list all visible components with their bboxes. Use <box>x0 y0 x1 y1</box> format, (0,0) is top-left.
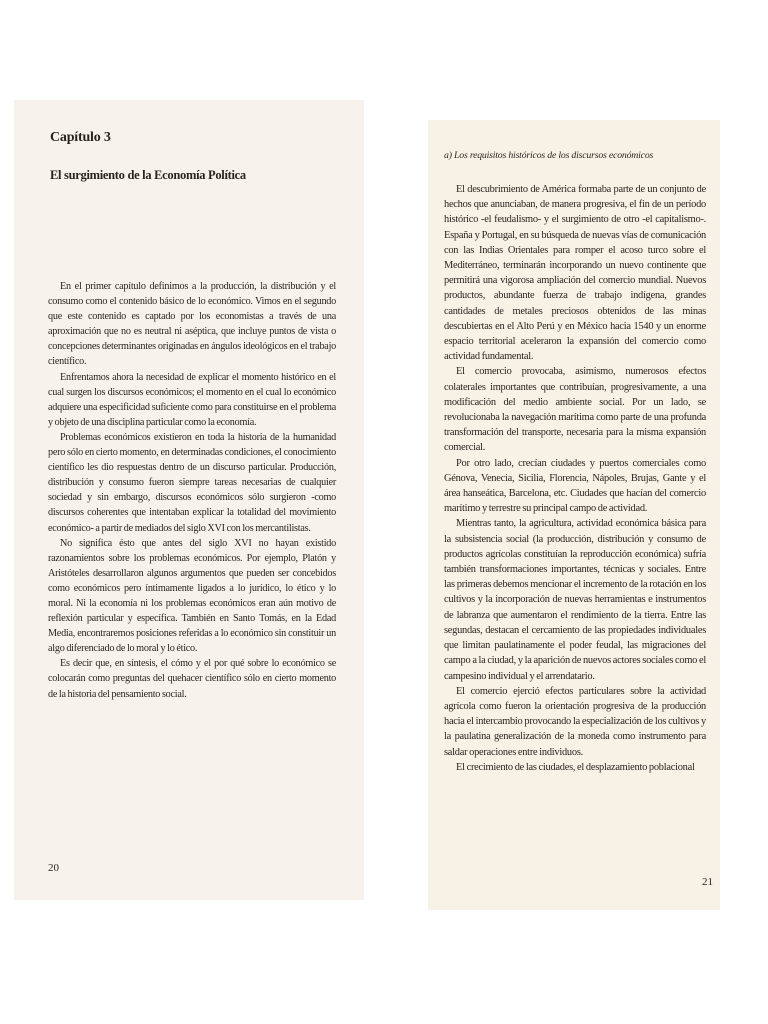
paragraph: No significa ésto que antes del siglo XVI no hayan existido razonamientos sobre los problemas económicos. Por ejemplo, Platón y Aristóteles desarrollaron algunos argumentos que pueden ser concebidos como económicos pero íntimamente ligados a lo jurídico, lo ético y lo moral. Ni la economía ni los problemas económicos eran aún motivo de reflexión particular y específica. También en Santo Tomás, en la Edad Media, encontraremos posiciones referidas a lo económico sin constituir un algo diferenciado de lo moral y lo ético. <box>48 537 336 655</box>
section-title: a) Los requisitos históricos de los discursos económicos <box>444 150 654 161</box>
paragraph: El comercio provocaba, asimismo, numerosos efectos colaterales importantes que contribuían, progresivamente, a una modificación del medio ambiente social. Por un lado, se revolucionaba la navegación marítima como parte de una profunda transformación del transporte, necesaria para la misma expansión comercial. <box>444 366 706 454</box>
paragraph: El crecimiento de las ciudades, el desplazamiento poblacional <box>456 761 695 773</box>
right-body-text <box>444 182 706 775</box>
page-number: 20 <box>48 862 59 874</box>
paragraph: Problemas económicos existieron en toda la historia de la humanidad pero sólo en cierto momento, en determinadas condiciones, el conocimiento científico les dio respuestas dentro de un discurso particular. Producción, distribución y consumo fueron siempre tareas necesarias de cualquier sociedad y sin embargo, discursos económicos sólo surgieron -como discursos coherentes que intentaban explicar la totalidad del movimiento económico- a partir de mediados del siglo XVI con los mercantilistas. <box>48 431 336 534</box>
paragraph: Por otro lado, crecían ciudades y puertos comerciales como Génova, Venecia, Sicilia, Florencia, Nápoles, Brujas, Gante y el área hanseática, Barcelona, etc. Ciudades que hacían del comercio marítimo y terrestre su principal campo de actividad. <box>444 457 706 515</box>
paragraph: Enfrentamos ahora la necesidad de explicar el momento histórico en el cual surgen los discursos económicos; el momento en el cual lo económico adquiere una especificidad suficiente como para constituirse en el problema y objeto de una disciplina particular como la economía. <box>48 371 336 428</box>
paragraph: Mientras tanto, la agricultura, actividad económica básica para la subsistencia social (la producción, distribución y consumo de productos agrícolas constituían la reproducción económica) sufría también transformaciones importantes, técnicas y sociales. Entre las primeras debemos mencionar el incremento de la rotación en los cultivos y la incorporación de nuevas herramientas e instrumentos de labranza que aumentaron el rendimiento de la tierra. Entre las segundas, destacan el cercamiento de las propiedades individuales que limitan paulatinamente el poder feudal, las migraciones del campo a la ciudad, y la aparición de nuevos actores sociales como el campesino individual y el arrendatario. <box>444 518 706 682</box>
paragraph: Es decir que, en síntesis, el cómo y el por qué sobre lo económico se colocarán como preguntas del quehacer científico sólo en cierto momento de la historia del pensamiento social. <box>48 658 336 700</box>
left-page <box>14 100 364 900</box>
left-body-text <box>48 279 336 702</box>
page-number: 21 <box>702 876 713 888</box>
chapter-title: El surgimiento de la Economía Política <box>50 168 246 182</box>
paragraph: El descubrimiento de América formaba parte de un conjunto de hechos que anunciaban, de manera progresiva, el fin de un período histórico -el feudalismo- y el surgimiento de otro -el capitalismo-. España y Portugal, en su búsqueda de nuevas vías de comunicación con las Indias Orientales para romper el acoso turco sobre el Mediterráneo, terminarán incorporando un nuevo continente que permitirá una vigorosa ampliación del comercio mundial. Nuevos productos, abundante fuerza de trabajo indígena, grandes cantidades de metales preciosos obtenidos de las minas descubiertas en el Alto Perú y en México hacia 1540 y un enorme espacio territorial aceleraron la expansión del comercio como actividad fundamental. <box>444 184 706 363</box>
right-page <box>428 120 720 910</box>
paragraph: El comercio ejerció efectos particulares sobre la actividad agrícola como fueron la orientación progresiva de la producción hacia el intercambio provocando la especialización de los cultivos y la paulatina generalización de la moneda como instrumento para saldar operaciones entre individuos. <box>444 685 706 758</box>
paragraph: En el primer capítulo definimos a la producción, la distribución y el consumo como el contenido básico de lo económico. Vimos en el segundo que este contenido es captado por los economistas a través de una aproximación que no es neutral ni aséptica, que incluye puntos de vista o concepciones determinantes originadas en ángulos ideológicos en el trabajo científico. <box>48 281 336 368</box>
chapter-label: Capítulo 3 <box>50 130 111 145</box>
